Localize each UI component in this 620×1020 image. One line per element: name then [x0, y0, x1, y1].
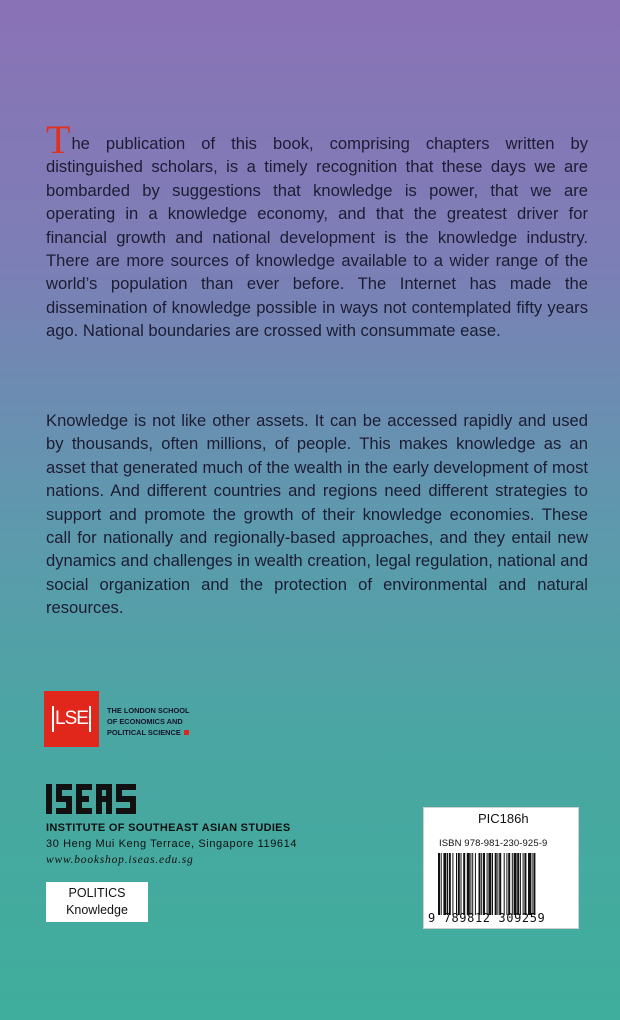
barcode-bar [514, 853, 517, 915]
lse-institution-name [107, 705, 217, 738]
barcode-icon [438, 853, 566, 915]
barcode-bar [449, 853, 451, 915]
barcode-digits: 9 789812 309259 [428, 911, 546, 925]
iseas-logo [46, 784, 138, 814]
lse-logo [44, 691, 99, 747]
iseas-institution-name: INSTITUTE OF SOUTHEAST ASIAN STUDIES [46, 822, 291, 834]
subject-line-2: Knowledge [66, 903, 128, 917]
barcode-bar [533, 853, 535, 915]
lse-name-line-3-wrap [107, 727, 217, 738]
barcode-bar [524, 853, 526, 915]
barcode-bar [447, 853, 448, 915]
lse-logo-text: LSE [52, 706, 91, 732]
blurb-paragraph-1-text: he publication of this book, comprising chapters written by distinguished scholars, is a timely recognition that these days we are bombarded by suggestions that knowledge is power, that we are operating in a knowledge economy, and that the greatest driver for financial growth and national development is the knowledge industry. There are more sources of knowledge available to a wider range of the world’s population than ever before. The Internet has made the dissemination of knowledge possible in ways not contemplated fifty years ago. National boundaries are crossed with consummate ease. [46, 134, 588, 341]
barcode-bar [528, 853, 531, 915]
barcode-bar [479, 853, 481, 915]
barcode-panel [423, 807, 579, 929]
barcode-bar [463, 853, 465, 915]
lse-square-icon [184, 730, 189, 735]
isbn-label: ISBN 978-981-230-925-9 [439, 838, 548, 849]
barcode-bar [497, 853, 498, 915]
barcode-bar [472, 853, 473, 915]
barcode-bar [452, 853, 453, 915]
lse-name-line-2: OF ECONOMICS AND [107, 717, 183, 726]
barcode-bar [523, 853, 524, 915]
barcode-bar [438, 853, 440, 915]
barcode-bar [495, 853, 497, 915]
barcode-bar [467, 853, 470, 915]
subject-category-box [46, 882, 148, 922]
barcode-bar [492, 853, 493, 915]
barcode-bar [470, 853, 471, 915]
lse-name-line-3: POLITICAL SCIENCE [107, 728, 181, 737]
barcode-bar [508, 853, 510, 915]
barcode-bar [499, 853, 501, 915]
blurb-paragraph-1 [46, 117, 588, 343]
subject-line-1: POLITICS [68, 886, 126, 900]
barcode-bar [461, 853, 462, 915]
barcode-bar [483, 853, 485, 915]
barcode-bar [458, 853, 460, 915]
barcode-bar [475, 853, 476, 915]
barcode-bar [512, 853, 513, 915]
barcode-bar [517, 853, 519, 915]
drop-cap: T [46, 117, 71, 162]
lse-name-line-1: THE LONDON SCHOOL [107, 706, 190, 715]
barcode-bar [506, 853, 507, 915]
barcode-bar [487, 853, 488, 915]
barcode-bar [488, 853, 491, 915]
barcode-bar [532, 853, 533, 915]
barcode-bar [443, 853, 446, 915]
barcode-bar [504, 853, 505, 915]
barcode-bar [481, 853, 482, 915]
barcode-bar [520, 853, 521, 915]
iseas-address: 30 Heng Mui Keng Terrace, Singapore 119614 [46, 838, 298, 850]
barcode-bar [441, 853, 442, 915]
iseas-website-url: www.bookshop.iseas.edu.sg [46, 854, 194, 866]
barcode-bar [456, 853, 457, 915]
product-code: PIC186h [478, 811, 529, 826]
blurb-paragraph-2: Knowledge is not like other assets. It can be accessed rapidly and used by thousands, often millions, of people. This makes knowledge as an asset that generated much of the wealth in the early development of most nations. And different countries and regions need different strategies to support and promote the growth of their knowledge economies. These call for nationally and regionally-based approaches, and they entail new dynamics and challenges in wealth creation, legal regulation, national and social organization and the protection of environmental and natural resources. [46, 411, 588, 618]
